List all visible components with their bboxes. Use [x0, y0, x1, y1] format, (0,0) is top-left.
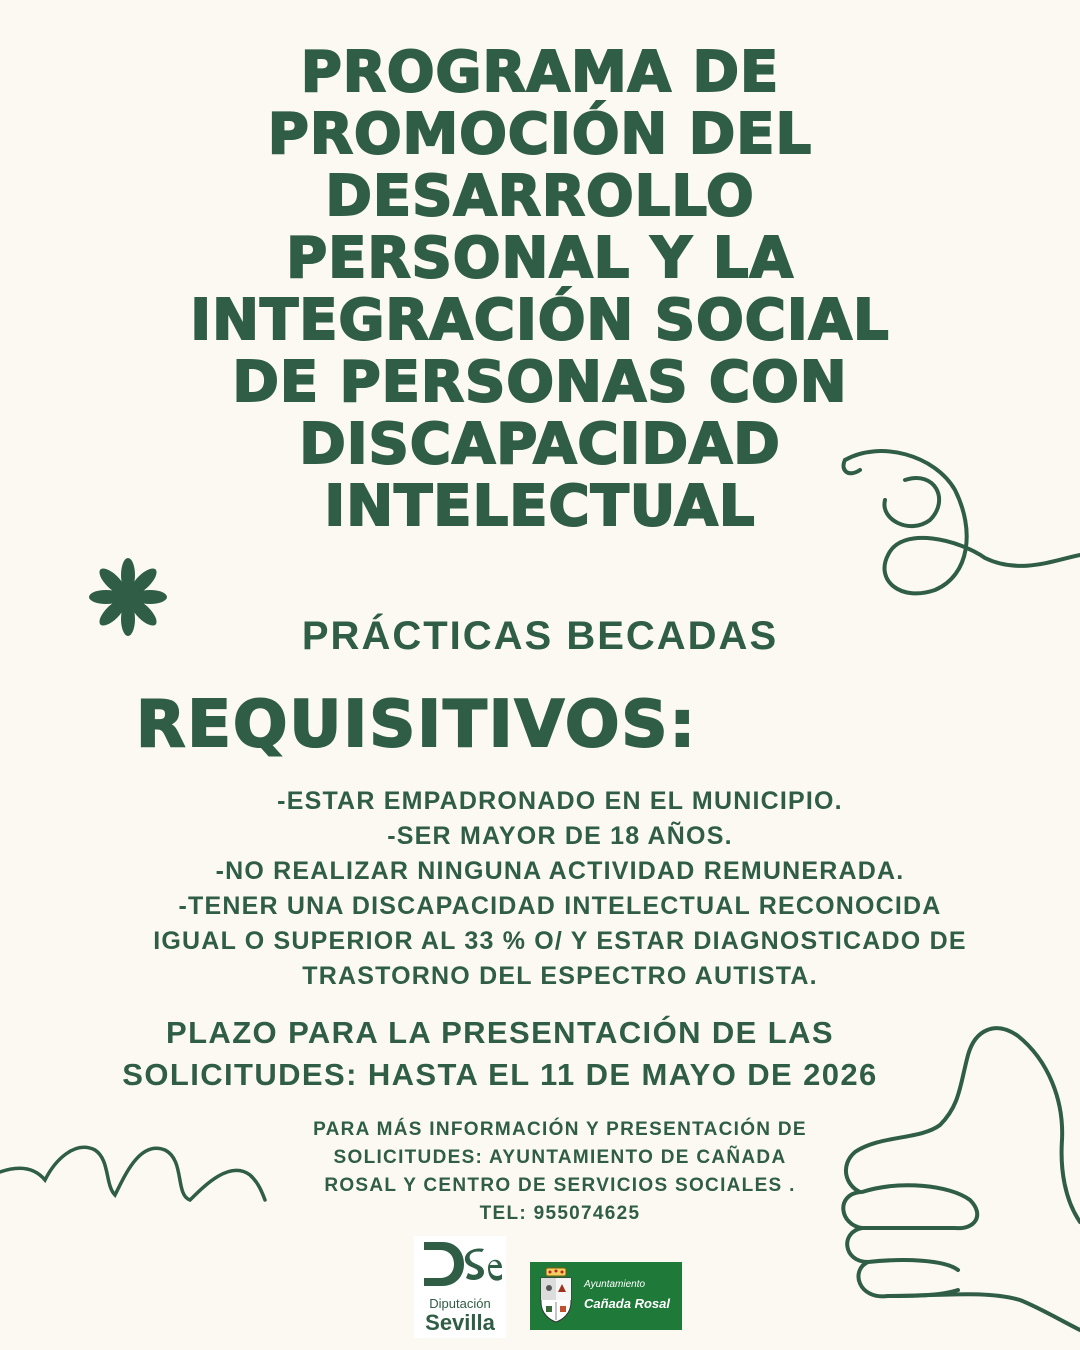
- subtitle-practicas: [0, 614, 1080, 659]
- info-line: TEL: 955074625: [479, 1203, 641, 1224]
- coat-of-arms-icon: [538, 1266, 574, 1324]
- title-line: INTEGRACIÓN SOCIAL: [190, 288, 890, 353]
- wave-scribble-decoration: [0, 1147, 265, 1200]
- info-line: ROSAL Y CENTRO DE SERVICIOS SOCIALES .: [324, 1175, 796, 1196]
- title-line: DE PERSONAS CON: [232, 350, 848, 415]
- info-line: PARA MÁS INFORMACIÓN Y PRESENTACIÓN DE: [313, 1119, 807, 1140]
- title-line: PERSONAL Y LA: [286, 226, 794, 291]
- ayuntamiento-canada-rosal-logo: [530, 1262, 682, 1330]
- requirement-line: -ESTAR EMPADRONADO EN EL MUNICIPIO.: [277, 787, 843, 815]
- diputacion-label: Diputación: [429, 1296, 491, 1311]
- subtitle-text: PRÁCTICAS BECADAS: [301, 614, 779, 658]
- title-line: PROGRAMA DE: [300, 40, 780, 105]
- deadline-text: [60, 1012, 940, 1096]
- sevilla-label: Sevilla: [425, 1310, 495, 1335]
- info-line: SOLICITUDES: AYUNTAMIENTO DE CAÑADA: [333, 1147, 787, 1168]
- requirement-line: -SER MAYOR DE 18 AÑOS.: [387, 822, 733, 850]
- title-line: INTELECTUAL: [324, 474, 756, 539]
- title-line: PROMOCIÓN DEL: [267, 102, 813, 167]
- deadline-line: SOLICITUDES: HASTA EL 11 DE MAYO DE 2026: [122, 1057, 878, 1092]
- canada-rosal-label: Cañada Rosal: [584, 1296, 670, 1311]
- requirement-line: TRASTORNO DEL ESPECTRO AUTISTA.: [302, 962, 818, 990]
- requirement-line: -NO REALIZAR NINGUNA ACTIVIDAD REMUNERADA.: [215, 857, 905, 885]
- diputacion-sevilla-logo: [414, 1236, 506, 1338]
- requirement-line: IGUAL O SUPERIOR AL 33 % O/ Y ESTAR DIAGNOSTICADO DE: [153, 927, 967, 955]
- contact-info: [250, 1116, 870, 1228]
- title-line: DISCAPACIDAD: [299, 412, 781, 477]
- requirement-line: -TENER UNA DISCAPACIDAD INTELECTUAL RECONOCIDA: [178, 892, 942, 920]
- ayuntamiento-label: Ayuntamiento: [584, 1279, 646, 1290]
- requirements-heading: REQUISITIVOS:: [136, 688, 698, 762]
- title-line: DESARROLLO: [325, 164, 755, 229]
- program-title: [120, 42, 960, 538]
- deadline-line: PLAZO PARA LA PRESENTACIÓN DE LAS: [166, 1015, 834, 1050]
- dse-logo-mark-icon: [420, 1238, 504, 1290]
- requirements-list: [60, 784, 1060, 994]
